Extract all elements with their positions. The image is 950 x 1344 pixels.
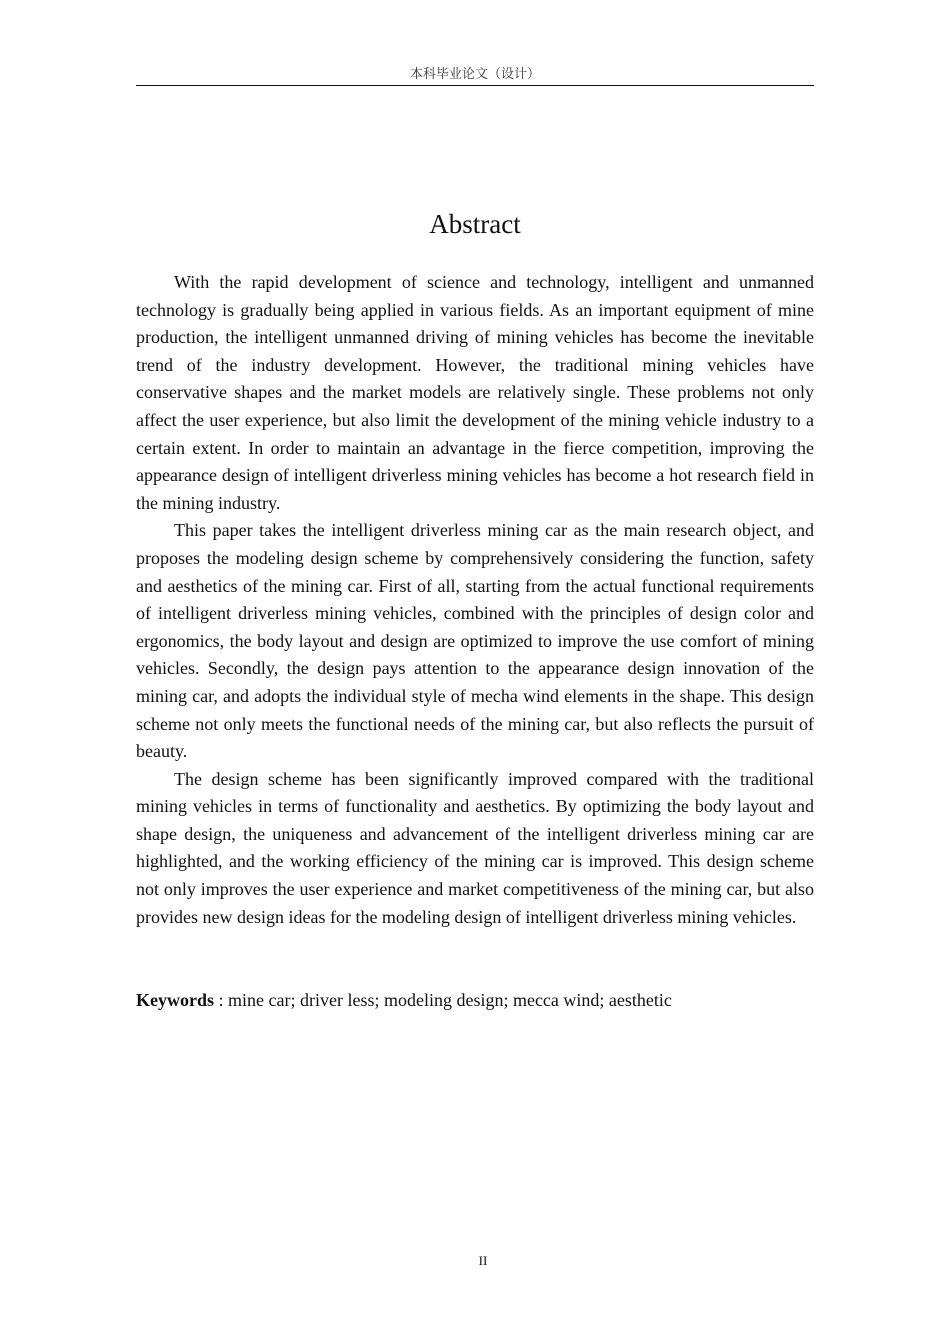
running-header: 本科毕业论文（设计） <box>409 67 540 82</box>
header-rule <box>136 85 814 86</box>
page-title: Abstract <box>429 209 521 239</box>
keywords-label: Keywords <box>136 990 214 1010</box>
abstract-paragraph-2: This paper takes the intelligent driverless mining car as the main research object, and proposes the modeling design scheme by comprehensively considering the function, safety and aesthetics of the mining car. First of all, starting from the actual functional requirements of intelligent driverless mining vehicles, combined with the principles of design color and ergonomics, the body layout and design are optimized to improve the use comfort of mining vehicles. Secondly, the design pays attention to the appearance design innovation of the mining car, and adopts the individual style of mecha wind elements in the shape. This design scheme not only meets the functional needs of the mining car, but also reflects the pursuit of beauty. <box>136 520 814 762</box>
abstract-body <box>136 269 814 931</box>
keywords-line <box>136 987 814 1014</box>
abstract-paragraph-3: The design scheme has been significantly improved compared with the traditional mining vehicles in terms of functionality and aesthetics. By optimizing the body layout and shape design, the uniqueness and advancement of the intelligent driverless mining car are highlighted, and the working efficiency of the mining car is improved. This design scheme not only improves the user experience and market competitiveness of the mining car, but also provides new design ideas for the modeling design of intelligent driverless mining vehicles. <box>136 768 814 927</box>
page-number: II <box>478 1253 488 1268</box>
keywords-value: mine car; driver less; modeling design; mecca wind; aesthetic <box>228 990 672 1010</box>
keywords-separator: : <box>214 990 229 1010</box>
abstract-paragraph-1: With the rapid development of science and technology, intelligent and unmanned technology is gradually being applied in various fields. As an important equipment of mine production, the intelligent unmanned driving of mining vehicles has become the inevitable trend of the industry development. However, the traditional mining vehicles have conservative shapes and the market models are relatively single. These problems not only affect the user experience, but also limit the development of the mining vehicle industry to a certain extent. In order to maintain an advantage in the fierce competition, improving the appearance design of intelligent driverless mining vehicles has become a hot research field in the mining industry. <box>136 272 814 513</box>
